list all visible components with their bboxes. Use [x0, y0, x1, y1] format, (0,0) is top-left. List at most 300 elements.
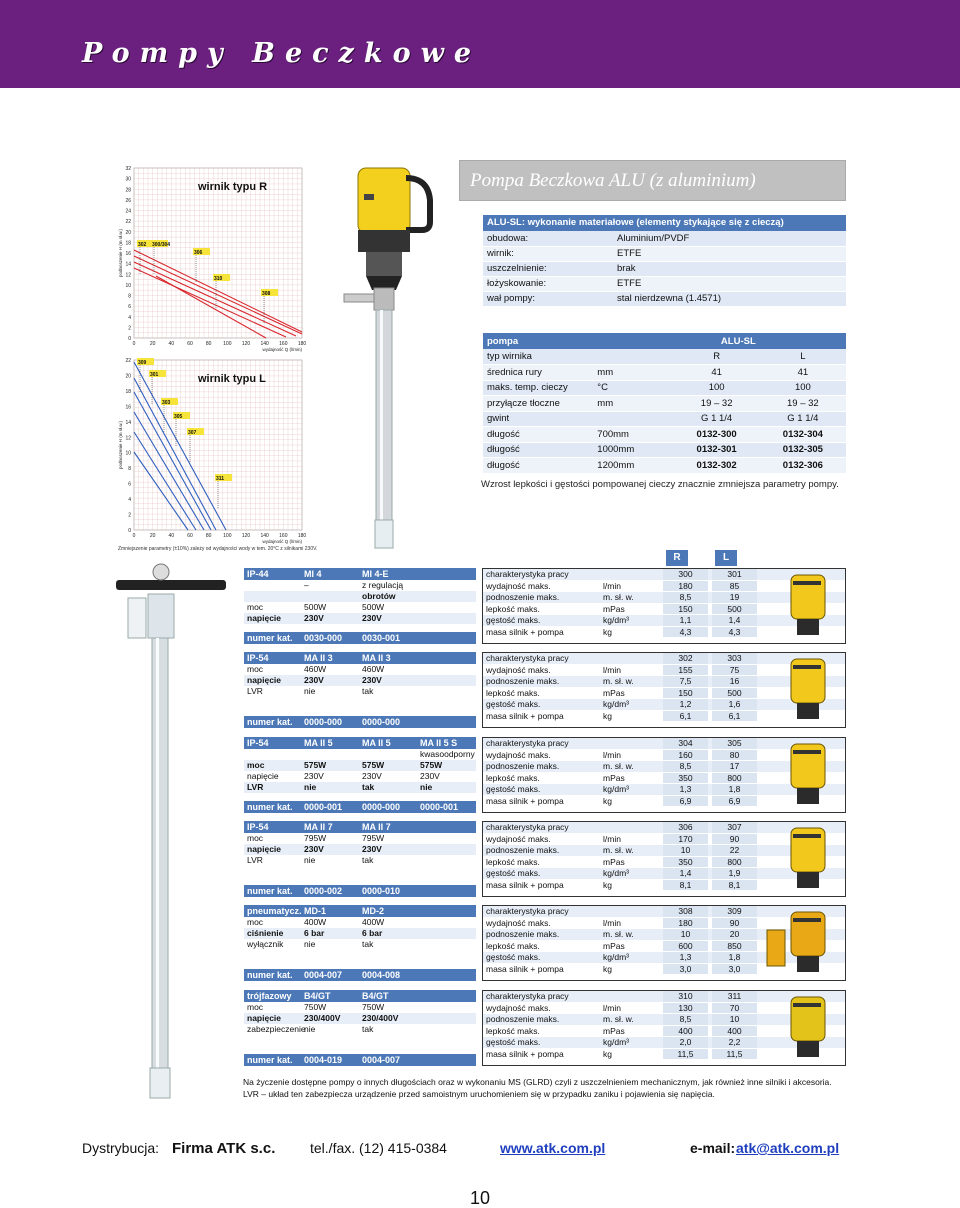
motor-cell: nie — [304, 855, 316, 865]
chart-title: wirnik typu R — [198, 181, 268, 193]
pump-table-cell: 41 — [760, 365, 846, 381]
motor-cell — [420, 568, 476, 580]
motor-cell: 0004-008 — [362, 970, 401, 980]
pump-table-header: ALU-SL — [674, 333, 760, 349]
motor-spec-cell: l/min — [603, 1002, 621, 1013]
chart-xtick: 60 — [187, 341, 193, 347]
motor-row — [244, 939, 476, 950]
motor-block — [244, 568, 846, 644]
material-row — [483, 276, 846, 291]
motor-spec-cell: 8,1 — [712, 880, 757, 891]
motor-cell: nie — [304, 1024, 316, 1034]
motor-cell: 795W — [362, 833, 385, 843]
chart-ytick: 18 — [125, 240, 131, 247]
rl-header-l: L — [715, 550, 737, 566]
motor-spec-cell: m. sł. w. — [603, 676, 634, 686]
pump-table-cell: średnica rury — [483, 365, 593, 381]
chart-curve-label: 309 — [138, 360, 147, 366]
motor-spec-cell: 155 — [663, 665, 708, 676]
chart-xtick: 20 — [149, 341, 156, 347]
motor-cell: tak — [362, 855, 374, 865]
motor-row — [244, 760, 476, 771]
motor-spec-cell: kg — [603, 626, 612, 637]
motor-cell: MD-1 — [304, 906, 326, 916]
pump-table-row — [483, 365, 846, 381]
motor-spec-cell: 90 — [712, 918, 757, 929]
motor-block — [244, 652, 846, 728]
motor-cell — [420, 632, 476, 644]
chart-xtick: 80 — [205, 341, 212, 347]
motor-spec-cell: 301 — [712, 569, 757, 580]
motor-spec-cell: 6,1 — [663, 711, 708, 722]
motor-row — [244, 1013, 476, 1024]
motor-cell: IP-54 — [247, 738, 269, 748]
chart-curve-label: 303 — [162, 400, 171, 406]
motor-cell — [420, 613, 476, 624]
chart-ytick: 16 — [125, 251, 131, 257]
pump-table-header — [593, 333, 673, 349]
pump-table-cell: długość — [483, 442, 593, 458]
motor-cell — [304, 591, 362, 602]
motor-cell: 460W — [304, 664, 327, 674]
motor-spec-cell: gęstość maks. — [486, 868, 541, 878]
material-row — [483, 231, 846, 246]
motor-spec-cell: kg/dm³ — [603, 784, 629, 794]
material-value: stal nierdzewna (1.4571) — [613, 291, 846, 306]
pump-table-header — [760, 333, 846, 349]
motor-spec-cell: 1,8 — [712, 784, 757, 795]
pump-table-row — [483, 380, 846, 396]
motor-cell: numer kat. — [247, 717, 293, 727]
motor-cell: napięcie — [247, 675, 282, 685]
motor-spec-cell: 4,3 — [663, 627, 708, 638]
chart-curve-label: 301 — [150, 372, 159, 378]
motor-spec-cell: 160 — [663, 750, 708, 761]
motor-spec-cell: m. sł. w. — [603, 845, 634, 855]
motor-spec-cell: wydajność maks. — [486, 664, 551, 675]
motor-spec-cell: mPas — [603, 772, 625, 783]
motor-spec-cell: m. sł. w. — [603, 1014, 634, 1024]
motor-cell: 230V — [420, 771, 440, 781]
motor-header — [244, 568, 476, 580]
motor-cell: 0000-000 — [304, 717, 343, 727]
material-row — [483, 261, 846, 276]
motor-cell — [420, 885, 476, 897]
chart-xtick: 0 — [132, 533, 136, 539]
motor-cell: 0004-019 — [304, 1055, 343, 1065]
motor-cell: MA II 5 — [304, 738, 333, 748]
motor-header — [244, 652, 476, 664]
motor-spec-cell: charakterystyka pracy — [486, 991, 569, 1001]
motor-spec-cell: 500 — [712, 604, 757, 615]
material-value: Aluminium/PVDF — [613, 231, 846, 246]
motor-cell — [420, 1024, 476, 1035]
motor-spec-cell: m. sł. w. — [603, 929, 634, 939]
motor-spec-left — [244, 990, 476, 1066]
footer-label: Dystrybucja: — [82, 1140, 160, 1156]
motor-cell: z regulacją — [362, 580, 404, 590]
motor-spec-cell: wydajność maks. — [486, 917, 551, 928]
motor-spec-cell: 7,5 — [663, 676, 708, 687]
footer-website-link[interactable]: www.atk.com.pl — [500, 1140, 606, 1156]
motor-cell: MA II 5 S — [420, 738, 458, 748]
motor-spec-cell: 400 — [712, 1026, 757, 1037]
motor-cell — [420, 652, 476, 664]
motor-spec-cell: charakterystyka pracy — [486, 822, 569, 832]
motor-spec-cell: 850 — [712, 941, 757, 952]
motor-spec-cell: l/min — [603, 580, 621, 591]
pump-table-cell: przyłącze tłoczne — [483, 396, 593, 412]
motor-cell: numer kat. — [247, 886, 293, 896]
pump-table-cell: 0132-306 — [760, 458, 846, 474]
motor-spec-cell: charakterystyka pracy — [486, 653, 569, 663]
motor-row — [244, 686, 476, 697]
pump-table-cell: 19 – 32 — [674, 396, 760, 412]
chart-xlabel: wydajność Q (l/min) — [262, 347, 302, 352]
material-value: ETFE — [613, 246, 846, 261]
motor-cell: 230V — [304, 613, 324, 623]
motor-footer — [244, 1054, 476, 1066]
chart-ytick: 22 — [125, 219, 131, 226]
chart-xtick: 160 — [279, 533, 288, 539]
motor-spec-cell: 1,4 — [712, 615, 757, 626]
motor-spec-cell: 180 — [663, 918, 708, 929]
chart-ylabel: podnoszenie H (m sł.w.) — [118, 420, 123, 470]
motor-spec-cell: charakterystyka pracy — [486, 569, 569, 579]
motor-spec-cell: 3,0 — [663, 964, 708, 975]
chart-ytick: 6 — [128, 304, 131, 311]
motor-cell: LVR — [247, 782, 264, 792]
alu-title: Pompa Beczkowa ALU (z aluminium) — [459, 160, 846, 201]
motor-cell: MA II 3 — [304, 653, 333, 663]
motor-cell: obrotów — [362, 591, 396, 601]
chart-ytick: 8 — [128, 293, 131, 300]
motor-row — [244, 771, 476, 782]
motor-spec-cell: wydajność maks. — [486, 1002, 551, 1013]
chart-ytick: 12 — [125, 272, 131, 279]
motor-spec-right — [482, 990, 846, 1066]
pump-table-cell: mm — [593, 396, 673, 412]
motor-spec-cell: kg — [603, 879, 612, 890]
motor-cell: moc — [247, 664, 264, 674]
material-label: obudowa: — [483, 231, 613, 246]
motor-cell: trójfazowy — [247, 991, 292, 1001]
motor-spec-cell: 4,3 — [712, 627, 757, 638]
motor-block — [244, 990, 846, 1066]
motor-spec-cell: mPas — [603, 687, 625, 698]
motor-cell: 230V — [362, 844, 382, 854]
motor-cell: 230V — [304, 844, 324, 854]
motor-cell: 575W — [362, 760, 385, 770]
pump-table-cell: °C — [593, 380, 673, 396]
motor-cell — [420, 716, 476, 728]
footer-email-link[interactable]: atk@atk.com.pl — [736, 1140, 840, 1156]
motor-spec-cell: lepkość maks. — [486, 603, 540, 614]
motor-cell: – — [304, 580, 309, 590]
pump-table-cell: mm — [593, 365, 673, 381]
motor-spec-cell: 308 — [663, 906, 708, 917]
motor-block — [244, 905, 846, 981]
motor-spec-cell: kg/dm³ — [603, 952, 629, 962]
motor-block — [244, 737, 846, 813]
motor-spec-cell: 300 — [663, 569, 708, 580]
motor-cell: 0030-000 — [304, 633, 343, 643]
motor-cell — [244, 580, 304, 591]
chart-impeller-r — [116, 160, 310, 352]
chart-curve-label: 308 — [262, 291, 271, 297]
motor-spec-left — [244, 905, 476, 981]
motor-cell: numer kat. — [247, 1055, 293, 1065]
motor-spec-cell: 10 — [663, 845, 708, 856]
chart-xtick: 60 — [187, 533, 193, 539]
motor-cell — [304, 749, 362, 760]
motor-spec-cell: 309 — [712, 906, 757, 917]
motor-spec-left — [244, 821, 476, 897]
motor-spec-cell: 350 — [663, 857, 708, 868]
pump-table-cell: 0132-301 — [674, 442, 760, 458]
motor-spec-cell: 500 — [712, 688, 757, 699]
footer-phone: tel./fax. (12) 415-0384 — [310, 1140, 447, 1156]
motor-row — [244, 844, 476, 855]
chart-xlabel: wydajność Q (l/min) — [262, 539, 302, 544]
motor-cell: LVR — [247, 855, 263, 865]
materials-table — [483, 231, 846, 307]
motor-cell: tak — [362, 686, 374, 696]
pump-table-row — [483, 458, 846, 474]
bottom-note — [243, 1076, 853, 1100]
chart-impeller-l — [116, 352, 310, 544]
motor-block — [244, 821, 846, 897]
pump-table-row — [483, 411, 846, 427]
motor-cell: 0030-001 — [362, 633, 401, 643]
motor-row — [244, 917, 476, 928]
motor-spec-right — [482, 905, 846, 981]
pump-table-cell: R — [674, 349, 760, 365]
motor-cell: tak — [362, 939, 374, 949]
motor-spec-cell: l/min — [603, 749, 621, 760]
chart-xtick: 20 — [149, 533, 156, 539]
motor-row — [244, 664, 476, 675]
material-value: ETFE — [613, 276, 846, 291]
motor-spec-right — [482, 737, 846, 813]
pump-table-cell: maks. temp. cieczy — [483, 380, 593, 396]
motor-spec-cell: 1,2 — [663, 699, 708, 710]
motor-cell: 230/400V — [362, 1013, 399, 1023]
motor-cell: 0000-000 — [362, 717, 401, 727]
chart-curve-label: 311 — [216, 476, 225, 482]
motor-row — [244, 613, 476, 624]
motor-spec-cell: 304 — [663, 738, 708, 749]
motor-spec-cell: 11,5 — [712, 1049, 757, 1060]
motor-image — [763, 993, 843, 1061]
pump-table-cell: 0132-302 — [674, 458, 760, 474]
motor-spec-cell: 6,9 — [712, 796, 757, 807]
motor-spec-cell: 70 — [712, 1003, 757, 1014]
chart-ytick: 28 — [125, 187, 131, 194]
material-value: brak — [613, 261, 846, 276]
motor-spec-cell: 1,1 — [663, 615, 708, 626]
motor-spec-cell: 10 — [712, 1014, 757, 1025]
motor-cell: pneumatycz. — [247, 906, 302, 916]
chart-curve-label: 300/304 — [152, 242, 171, 248]
motor-spec-cell: 11,5 — [663, 1049, 708, 1060]
motor-spec-cell: charakterystyka pracy — [486, 906, 569, 916]
chart-xtick: 40 — [168, 341, 175, 347]
motor-spec-cell: lepkość maks. — [486, 856, 540, 867]
chart-xtick: 100 — [223, 533, 232, 539]
motor-spec-cell: 6,9 — [663, 796, 708, 807]
motor-spec-cell: 130 — [663, 1003, 708, 1014]
chart-ytick: 4 — [128, 497, 131, 504]
motor-spec-cell: 400 — [663, 1026, 708, 1037]
motor-spec-cell: 10 — [663, 929, 708, 940]
motor-row — [244, 782, 476, 793]
motor-header — [244, 990, 476, 1002]
chart-ytick: 20 — [125, 373, 131, 380]
chart-ytick: 18 — [125, 388, 131, 395]
motor-spec-cell: gęstość maks. — [486, 1037, 541, 1047]
motor-spec-cell: 80 — [712, 750, 757, 761]
motor-spec-cell: 600 — [663, 941, 708, 952]
motor-cell: moc — [247, 833, 264, 843]
pump-table-cell — [593, 411, 673, 427]
motor-spec-cell: 2,0 — [663, 1037, 708, 1048]
pump-table-cell: 41 — [674, 365, 760, 381]
motor-cell: 6 bar — [304, 928, 325, 938]
motor-cell — [420, 1054, 476, 1066]
motor-spec-cell: l/min — [603, 833, 621, 844]
motor-spec-cell: 302 — [663, 653, 708, 664]
motor-cell: 0000-002 — [304, 886, 343, 896]
motor-cell: IP-54 — [247, 653, 269, 663]
motor-spec-cell: m. sł. w. — [603, 592, 634, 602]
chart-curve-label: 302 — [138, 242, 147, 248]
motor-cell — [420, 686, 476, 697]
motor-cell: nie — [304, 939, 316, 949]
motor-spec-cell: 75 — [712, 665, 757, 676]
pump-table-header: pompa — [483, 333, 593, 349]
motor-cell: B4/GT — [304, 991, 331, 1001]
motor-spec-cell: kg/dm³ — [603, 1037, 629, 1047]
motor-spec-cell: 150 — [663, 604, 708, 615]
chart-xtick: 0 — [132, 341, 136, 347]
viscosity-note: Wzrost lepkości i gęstości pompowanej cieczy znacznie zmniejsza parametry pompy. — [481, 479, 839, 490]
motor-cell: numer kat. — [247, 633, 293, 643]
motor-cell — [362, 749, 420, 760]
motor-cell: IP-54 — [247, 822, 269, 832]
motor-cell — [420, 664, 476, 675]
motor-spec-cell: 90 — [712, 834, 757, 845]
chart-xtick: 140 — [260, 341, 269, 347]
pump-table-cell: 100 — [674, 380, 760, 396]
motor-cell: 460W — [362, 664, 385, 674]
motor-spec-cell: 1,3 — [663, 952, 708, 963]
motor-spec-cell: 85 — [712, 581, 757, 592]
motor-cell: 230/400V — [304, 1013, 341, 1023]
motor-spec-cell: mPas — [603, 1025, 625, 1036]
chart-ytick: 30 — [125, 176, 131, 183]
motor-cell: wyłącznik — [247, 939, 284, 949]
motor-header — [244, 821, 476, 833]
motor-row — [244, 833, 476, 844]
motor-spec-cell: 19 — [712, 592, 757, 603]
motor-spec-cell: wydajność maks. — [486, 833, 551, 844]
motor-spec-cell: 1,3 — [663, 784, 708, 795]
pump-table-cell: 0132-304 — [760, 427, 846, 443]
pump-table-cell: gwint — [483, 411, 593, 427]
materials-section — [483, 215, 846, 307]
motor-cell: IP-44 — [247, 569, 269, 579]
motor-spec-cell — [603, 906, 663, 917]
motor-spec-cell: gęstość maks. — [486, 784, 541, 794]
motor-spec-cell: 800 — [712, 857, 757, 868]
chart-note: Zmniejszenie parametry (±10%) zależy od wydajności wody w tem. 20°C z silnikami 230V. — [118, 546, 318, 552]
motor-cell — [420, 917, 476, 928]
motor-cell: zabezpieczenie — [247, 1024, 306, 1034]
motor-footer — [244, 969, 476, 981]
pump-table-cell: G 1 1/4 — [760, 411, 846, 427]
motor-cell: 0000-010 — [362, 886, 401, 896]
motor-spec-cell: 6,1 — [712, 711, 757, 722]
motor-spec-cell — [603, 738, 663, 749]
motor-row — [244, 591, 476, 602]
motor-spec-cell: kg/dm³ — [603, 868, 629, 878]
motor-cell: MI 4 — [304, 569, 322, 579]
chart-xtick: 180 — [297, 341, 307, 347]
motor-cell: MA II 3 — [362, 653, 391, 663]
motor-spec-cell: lepkość maks. — [486, 1025, 540, 1036]
page-footer — [82, 1140, 882, 1160]
pump-table-row — [483, 349, 846, 365]
motor-cell: B4/GT — [362, 991, 389, 1001]
pump-table-cell: 0132-305 — [760, 442, 846, 458]
rl-header-r: R — [666, 550, 688, 566]
motor-cell: 795W — [304, 833, 327, 843]
motor-spec-cell: 150 — [663, 688, 708, 699]
chart-ytick: 20 — [125, 229, 131, 236]
motor-spec-cell: kg — [603, 710, 612, 721]
motor-spec-cell: kg — [603, 963, 612, 974]
motor-cell — [420, 905, 476, 917]
motor-spec-cell: masa silnik + pompa — [486, 626, 564, 637]
motor-row — [244, 580, 476, 591]
motor-spec-cell: l/min — [603, 917, 621, 928]
chart-curve-label: 307 — [188, 430, 197, 436]
motor-cell: napięcie — [247, 613, 282, 623]
chart-curve-label: 306 — [194, 250, 203, 256]
motor-spec-left — [244, 652, 476, 728]
motor-cell: 0000-000 — [362, 802, 401, 812]
motor-cell: napięcie — [247, 1013, 282, 1023]
motor-spec-cell: 3,0 — [712, 964, 757, 975]
motor-spec-cell: m. sł. w. — [603, 761, 634, 771]
motor-cell — [420, 821, 476, 833]
motor-cell: LVR — [247, 686, 263, 696]
motor-cell: 0004-007 — [362, 1055, 401, 1065]
pump-table-cell: 0132-300 — [674, 427, 760, 443]
motor-spec-cell: kg/dm³ — [603, 699, 629, 709]
motor-spec-cell: kg/dm³ — [603, 615, 629, 625]
motor-cell: 750W — [304, 1002, 327, 1012]
chart-ytick: 24 — [125, 208, 131, 215]
motor-cell — [420, 844, 476, 855]
chart-xtick: 40 — [168, 533, 175, 539]
motor-spec-cell: 307 — [712, 822, 757, 833]
motor-spec-cell: gęstość maks. — [486, 952, 541, 962]
rl-header — [662, 550, 752, 566]
material-label: wał pompy: — [483, 291, 613, 306]
motor-spec-cell: 2,2 — [712, 1037, 757, 1048]
